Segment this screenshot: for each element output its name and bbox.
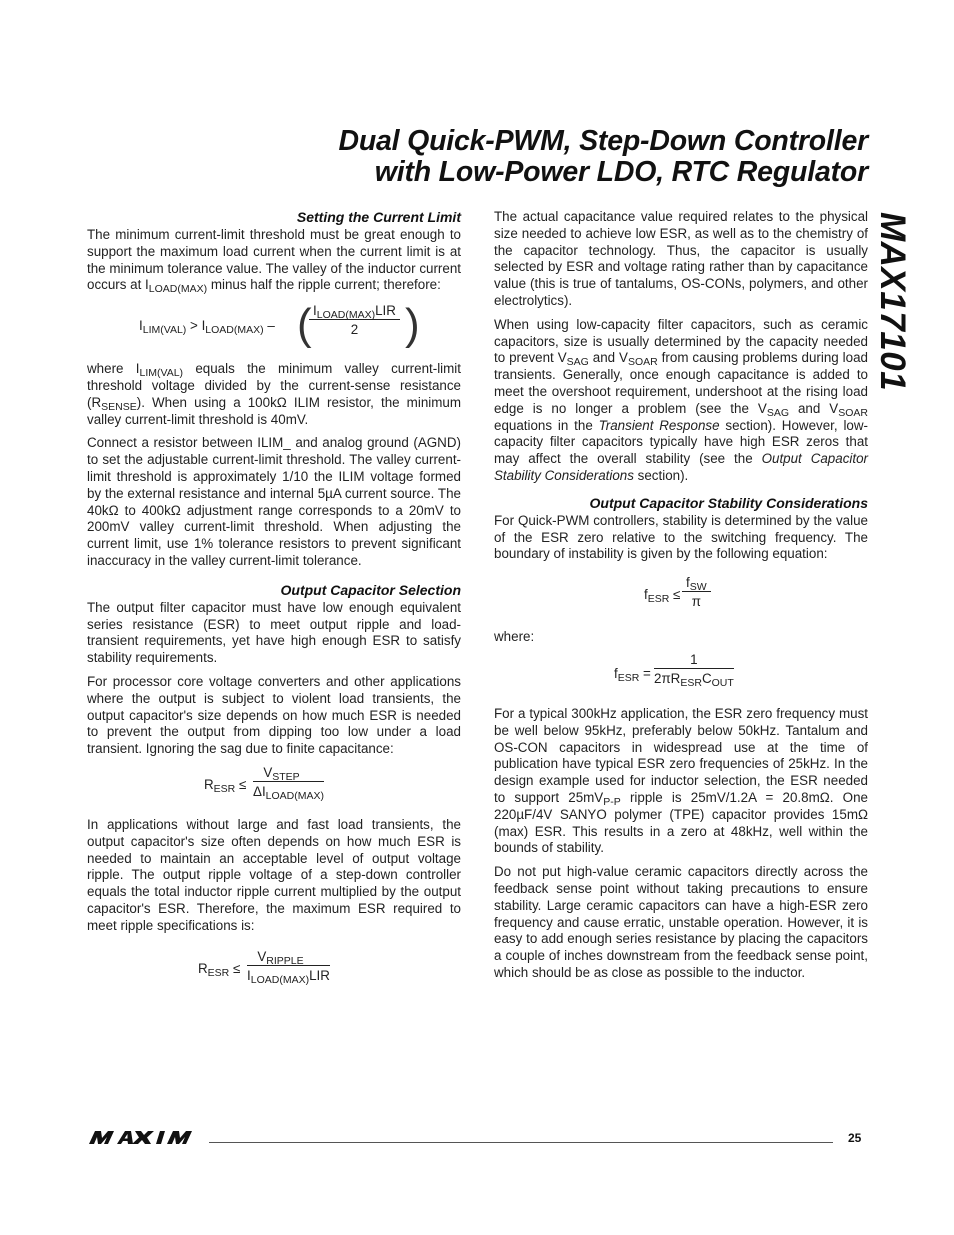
text-where: where: — [494, 629, 535, 645]
heading-current-limit: Setting the Current Limit — [296, 209, 461, 225]
equation-resr-step: $R_{ESR}$ ≤ $V_{STEP}$ $\Delta I_{LOAD(MAX)}$ — [204, 764, 325, 802]
paragraph-output-cap-esr: The output filter capacitor must have low enough equivalent series resistance (ESR) to meet output ripple and load-transient requirements, yet have high enough ESR to satisfy stability requirements. — [87, 599, 461, 666]
equation-ilim: $I_{LIM(VAL)} > I_{LOAD(MAX)}$ – ( $I_{LOAD(MAX)}LIR$ 2 ) — [139, 300, 420, 350]
maxim-logo-graphic — [87, 1128, 199, 1148]
paragraph-ripple-requirements: In applications without large and fast load transients, the output capacitor's size often depends on how much ESR is needed to maintain an acceptable level of output voltage ripple. The output ripple voltage of a step-down controller equals the total inductor ripple current multiplied by the output capacitor's ESR. Therefore, the maximum ESR required to meet ripple specifications is: — [87, 816, 461, 933]
equation-fesr-fsw: $f_{ESR}$ ≤ $f_{SW}$ π — [494, 577, 868, 621]
right-column — [494, 209, 868, 989]
maxim-logo — [87, 1128, 199, 1148]
paragraph-typical-application: For a typical 300kHz application, the ESR zero frequency must be well below 95kHz, preferably below 50kHz. Tantalum and OS-CON capacitors in widespread use at the time of publication have typical ESR zero frequencies of 25kHz. In the design example used for inductor selection, the ESR needed to support $25mV_{P-P}$ ripple is 25mV/1.2A = 20.8mΩ. One 220µF/4V SANYO polymer (TPE) capacitor provides 15mΩ (max) ESR. This results in a zero at 48kHz, well within the bounds of stability. — [494, 705, 868, 856]
title-line-1: Dual Quick-PWM, Step-Down Controller — [338, 125, 868, 157]
page-number: 25 — [848, 1131, 862, 1145]
part-number: MAX17101 — [873, 212, 912, 392]
heading-output-capacitor: Output Capacitor Selection — [280, 581, 461, 598]
footer-rule — [209, 1142, 833, 1143]
part-number-side-label — [872, 212, 912, 412]
paragraph-ilim-definition: where $I_{LIM(VAL)}$ equals the minimum valley current-limit threshold voltage divided by the current-sense resistance $(R_{SENSE})$. When using a 100kΩ ILIM resistor, the minimum valley current-limit threshold is 40mV. — [87, 361, 462, 427]
paragraph-stability-intro: For Quick-PWM controllers, stability is determined by the value of the ESR zero relative to the switching frequency. The boundary of instability is given by the following equation: — [494, 512, 868, 562]
left-column — [87, 209, 461, 1001]
paragraph-ceramic-caution: Do not put high-value ceramic capacitors directly across the feedback sense point without taking precautions to ensure stability. Large ceramic capacitors can have a high-ESR zero frequency and cause erratic, unstable operation. However, it is easy to add enough series resistance by placing the capacitors a couple of inches downstream from the feedback sense point, which should be as close as possible to the inductor. — [494, 864, 868, 980]
title-line-2: with Low-Power LDO, RTC Regulator — [374, 156, 868, 188]
equation-resr-ripple: $R_{ESR}$ ≤ $V_{RIPPLE}$ $I_{LOAD(MAX)}LIR$ — [198, 948, 330, 986]
paragraph-ilim-resistor: Connect a resistor between ILIM_ and analog ground (AGND) to set the adjustable current-limit threshold. The valley current-limit threshold is approximately 1/10 the ILIM voltage formed by the external resistance and internal 5µA current source. The 40kΩ to 400kΩ adjustment range corresponds to a 20mV to 200mV valley current-limit threshold. When adjusting the current limit, use 1% tolerance resistors to prevent significant inaccuracy in the valley current-limit tolerance. — [87, 435, 461, 568]
heading-stability: Output Capacitor Stability Considerations — [589, 494, 868, 511]
document-title — [338, 126, 868, 188]
paragraph-current-limit-intro: The minimum current-limit threshold must be great enough to support the maximum load current when the current limit is at the minimum tolerance value. The valley of the inductor current occurs at $I_{LOAD(MAX)}$ minus half the ripple current; therefore: — [87, 227, 461, 296]
logo-text — [199, 1128, 200, 1129]
paragraph-low-capacity: When using low-capacity filter capacitors, such as ceramic capacitors, size is usually determined by the capacity needed to prevent $V_{SAG}$ and $V_{SOAR}$ from causing problems during load transients. Generally, once enough capacitance is added to meet the overshoot requirement, undershoot at the rising load edge is no longer a problem (see the $V_{SAG}$ and $V_{SOAR}$ equations in the Transient Response section). However, low-capacity filter capacitors typically have high ESR zeros that may affect the overall stability (see the Output Capacitor Stability Considerations section). — [494, 316, 868, 483]
equation-fesr-definition: $f_{ESR}$ = 1 $2\pi R_{ESR}C_{OUT}$ — [614, 651, 734, 689]
paragraph-core-converters: For processor core voltage converters and other applications where the output is subject to violent load transients, the output capacitor's size depends on how much ESR is needed to prevent the output from dipping too low under a load transient. Ignoring the sag due to finite capacitance: — [87, 673, 461, 757]
paragraph-actual-capacitance: The actual capacitance value required relates to the physical size needed to achieve low ESR, as well as to the chemistry of the capacitor technology. Thus, the capacitor is usually selected by ESR and voltage rating rather than by capacitance value (this is true of tantalums, OS-CONs, polymers, and other electrolytics). — [494, 209, 868, 308]
